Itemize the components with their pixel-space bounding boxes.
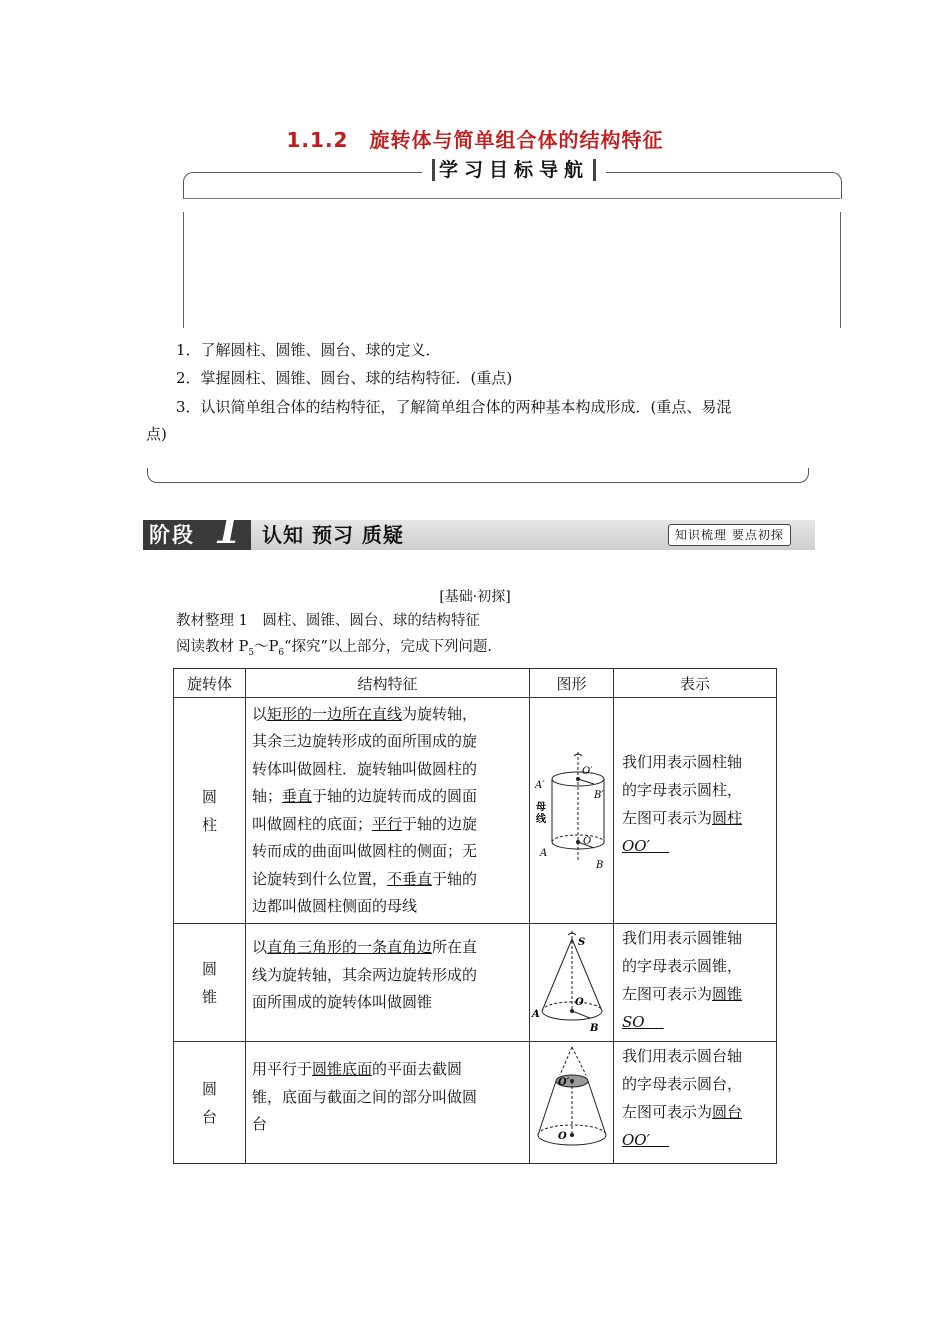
feature-underlined: 矩形的一边所在直线: [267, 704, 403, 723]
feature-text: 以: [252, 704, 268, 723]
rep-line: [622, 832, 768, 860]
reading-mid: ～P: [254, 639, 279, 655]
feature-line: [252, 701, 523, 729]
rep-line: [622, 1126, 768, 1154]
rep-text: 左图可表示为: [622, 809, 713, 827]
cylinder-label: B: [596, 859, 604, 871]
rep-line: 我们用表示圆锥轴: [622, 929, 743, 947]
cone-label: A: [532, 1008, 540, 1020]
cylinder-name-char: 圆: [201, 787, 217, 806]
feature-line: 边都叫做圆柱侧面的母线: [252, 897, 418, 915]
rep-line: 我们用表示圆台轴: [622, 1047, 743, 1065]
cone-feature-cell: [246, 924, 530, 1042]
rotation-body-table: [173, 668, 777, 1164]
cone-name-char: 圆: [201, 959, 217, 978]
objectives-frame-left-line: [183, 212, 185, 328]
feature-underlined: 平行: [372, 814, 403, 833]
feature-line: [252, 811, 523, 839]
banner-left-bar: [432, 159, 435, 181]
feature-line: 锥，底面与截面之间的部分叫做圆: [252, 1087, 478, 1106]
cone-name-cell: [174, 924, 246, 1042]
feature-text: 所在直: [432, 938, 478, 956]
stage-label: 阶段: [149, 523, 195, 547]
reading-sub-1: 5: [248, 647, 255, 658]
frustum-feature-cell: [246, 1042, 530, 1164]
cylinder-label: O′: [582, 765, 593, 777]
cylinder-feature-cell: [246, 698, 530, 924]
objectives-banner: [422, 156, 606, 184]
reading-suffix: “探究”以上部分，完成下列问题．: [284, 639, 502, 655]
objective-item: 3．认识简单组合体的结构特征，了解简单组合体的两种基本构成形成．(重点、易混: [176, 398, 732, 416]
cylinder-name-char: 柱: [201, 815, 217, 834]
feature-underlined: 圆锥底面: [312, 1060, 373, 1078]
cylinder-label: A′: [535, 779, 545, 791]
feature-text: 叫做圆柱的底面；: [252, 814, 373, 833]
feature-text: 于轴的: [432, 869, 478, 888]
feature-line: [252, 783, 523, 811]
feature-text: 于轴的边旋: [402, 814, 478, 833]
cone-representation-cell: [614, 924, 777, 1042]
objective-item: 2．掌握圆柱、圆锥、圆台、球的结构特征．(重点): [176, 369, 513, 387]
feature-underlined: 不垂直: [387, 869, 433, 888]
cylinder-figure: [530, 744, 614, 874]
frustum-representation-cell: [614, 1042, 777, 1164]
feature-text: 以: [252, 938, 268, 956]
cylinder-figure-cell: [530, 698, 614, 924]
stage-tag: 知识梳理 要点初探: [668, 524, 791, 546]
section-label: [基础·初探]: [439, 589, 511, 605]
rep-underlined: 圆锥: [712, 985, 743, 1003]
reading-prefix: 阅读教材 P: [176, 639, 249, 655]
frustum-name-char: 台: [201, 1107, 217, 1126]
cylinder-label: B′: [594, 789, 604, 801]
feature-text: 于轴的边旋转而成的圆面: [312, 787, 478, 805]
feature-underlined: 垂直: [282, 787, 313, 805]
feature-line: 台: [252, 1115, 268, 1133]
feature-line: [252, 866, 523, 894]
rep-underlined: 圆台: [712, 1103, 743, 1121]
rep-line: 的字母表示圆锥，: [622, 957, 743, 975]
rep-underlined: OO′: [622, 1131, 651, 1149]
stage-number: 1: [214, 506, 242, 553]
table-header: 旋转体: [174, 669, 246, 698]
cone-label: O: [575, 996, 584, 1008]
rep-underlined: OO′: [622, 837, 651, 855]
cylinder-label: O: [583, 835, 592, 847]
rep-text: 左图可表示为: [622, 985, 713, 1003]
cylinder-label: 母: [536, 801, 546, 813]
objectives-frame-right-line: [840, 212, 842, 328]
frustum-label: O: [558, 1130, 567, 1142]
table-row-frustum: [174, 1042, 777, 1164]
feature-line: 转而成的曲面叫做圆柱的侧面；无: [252, 842, 478, 860]
objectives-frame-divider: [183, 198, 840, 200]
frustum-name-char: 圆: [201, 1079, 217, 1098]
table-header-row: [174, 669, 777, 698]
objective-item: 点): [146, 425, 167, 443]
feature-text: 的平面去截圆: [372, 1060, 463, 1078]
frustum-name-cell: [174, 1042, 246, 1164]
material-title: 教材整理 1 圆柱、圆锥、圆台、球的结构特征: [176, 613, 480, 629]
cone-label: B: [590, 1022, 599, 1034]
frustum-figure-cell: [530, 1042, 614, 1164]
feature-text: 论旋转到什么位置，: [252, 869, 388, 888]
table-header: 图形: [530, 669, 614, 698]
objective-item: 1．了解圆柱、圆锥、圆台、球的定义．: [176, 341, 441, 359]
cylinder-representation-cell: [614, 698, 777, 924]
reading-sub-2: 6: [278, 647, 285, 658]
objectives-banner-text: 学习目标导航: [439, 159, 590, 181]
table-header: 结构特征: [246, 669, 530, 698]
frustum-figure: [530, 1043, 614, 1159]
feature-text: 用平行于: [252, 1060, 313, 1078]
table-header: 表示: [614, 669, 777, 698]
rep-text: 左图可表示为: [622, 1103, 713, 1121]
table-row-cone: [174, 924, 777, 1042]
cylinder-label: A: [540, 847, 548, 859]
feature-line: 线为旋转轴，其余两边旋转形成的: [252, 965, 478, 984]
table-row-cylinder: [174, 698, 777, 924]
rep-line: 的字母表示圆台，: [622, 1075, 743, 1093]
cone-figure-cell: [530, 924, 614, 1042]
reading-instruction: [176, 637, 502, 663]
cone-label: S: [578, 936, 586, 948]
feature-text: 为旋转轴，: [402, 704, 478, 723]
rep-line: 的字母表示圆柱，: [622, 781, 743, 799]
banner-right-bar: [593, 159, 596, 181]
objectives-frame-bottom: [147, 468, 809, 483]
rep-line: [622, 1098, 768, 1126]
cylinder-name-cell: [174, 698, 246, 924]
rep-line: 我们用表示圆柱轴: [622, 753, 743, 771]
feature-line: 转体叫做圆柱．旋转轴叫做圆柱的: [252, 759, 478, 778]
feature-line: 面所围成的旋转体叫做圆锥: [252, 993, 433, 1011]
stage-title: 认知 预习 质疑: [262, 523, 404, 547]
feature-underlined: 直角三角形的一条直角边: [267, 938, 433, 956]
feature-line: [252, 934, 523, 962]
cylinder-label: 线: [536, 813, 546, 825]
rep-line: [622, 804, 768, 832]
rep-line: [622, 1008, 768, 1036]
rep-underlined: SO: [622, 1013, 645, 1031]
cone-figure: [530, 925, 614, 1037]
frustum-label: O′: [558, 1076, 570, 1088]
rep-underlined: 圆柱: [712, 809, 743, 827]
page-title: 1.1.2 旋转体与简单组合体的结构特征: [286, 128, 664, 152]
rep-line: [622, 980, 768, 1008]
feature-line: [252, 1056, 523, 1084]
cone-name-char: 锥: [201, 987, 217, 1006]
feature-line: 其余三边旋转形成的面所围成的旋: [252, 732, 478, 750]
feature-text: 轴；: [252, 787, 283, 805]
